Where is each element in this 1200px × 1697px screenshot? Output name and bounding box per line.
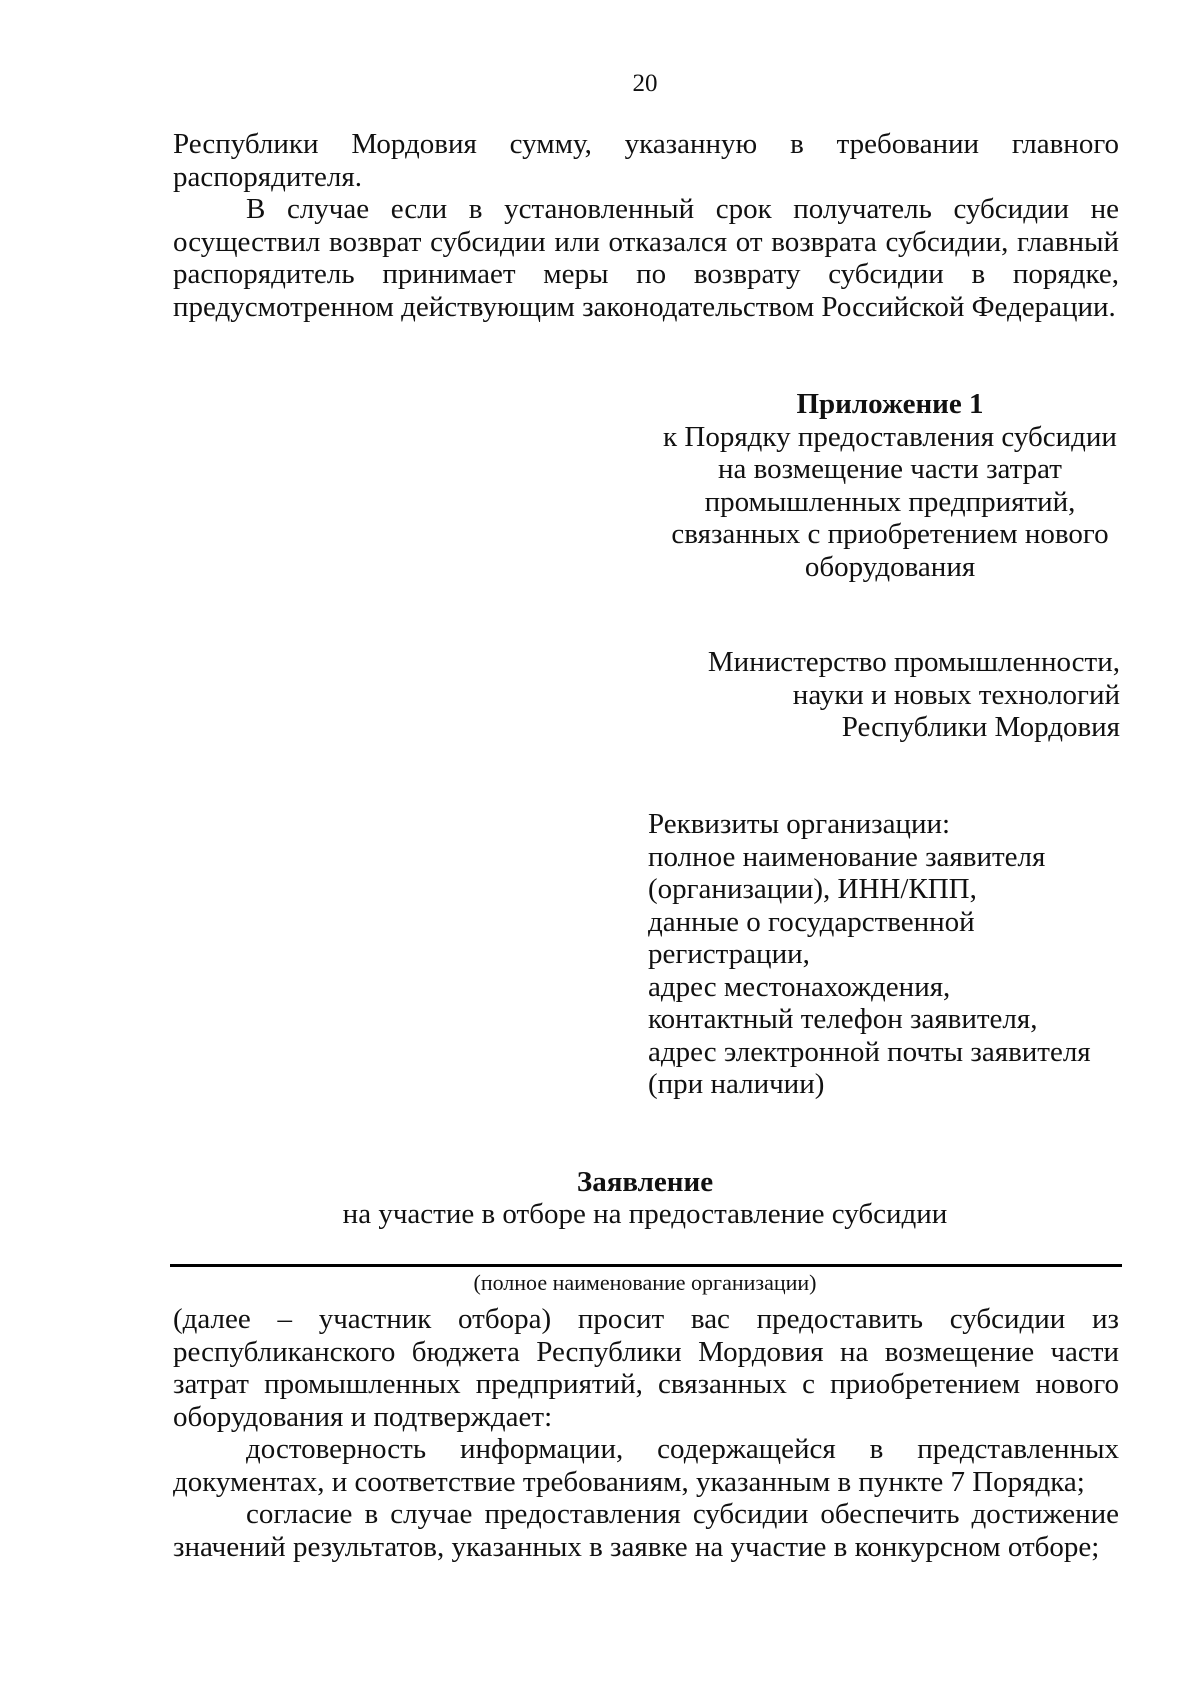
text-line: распорядителя. — [173, 160, 362, 193]
text-line: значений результатов, указанных в заявке на участие в конкурсном отборе; — [173, 1530, 1100, 1563]
text-line: (далее – участник отбора) просит вас предоставить субсидии из — [173, 1303, 1119, 1335]
requisites-line: адрес местонахождения, — [648, 970, 951, 1003]
text-line: осуществил возврат субсидии или отказался от возврата субсидии, главный — [173, 225, 1119, 258]
text-line: оборудования и подтверждает: — [173, 1400, 553, 1433]
appendix-line: связанных с приобретением нового — [671, 518, 1109, 550]
statement-body — [173, 1303, 1119, 1433]
text-line: Республики Мордовия сумму, указанную в требовании главного — [173, 128, 1119, 160]
statement-item-1 — [173, 1433, 1119, 1498]
text-line: республиканского бюджета Республики Мордовия на возмещение части — [173, 1335, 1119, 1368]
ministry-line: Республики Мордовия — [841, 711, 1120, 743]
organization-name-line — [170, 1264, 1122, 1267]
intro-paragraph-2 — [173, 193, 1119, 323]
text-line: документах, и соответствие требованиям, указанным в пункте 7 Порядка; — [173, 1465, 1085, 1498]
requisites-line: (организации), ИНН/КПП, — [648, 873, 977, 905]
text-line: достоверность информации, содержащейся в представленных — [246, 1433, 1119, 1465]
statement-title: Заявление — [576, 1166, 714, 1198]
text-line: распорядитель принимает меры по возврату субсидии в порядке, — [173, 258, 1119, 290]
appendix-line: оборудования — [804, 550, 976, 583]
text-line: предусмотренном действующим законодательством Российской Федерации. — [173, 290, 1116, 323]
statement-subtitle: на участие в отборе на предоставление субсидии — [342, 1198, 948, 1230]
organization-name-caption: (полное наименование организации) — [473, 1270, 817, 1295]
requisites-line: регистрации, — [648, 938, 810, 970]
requisites-line: полное наименование заявителя — [648, 840, 1046, 873]
requisites-line: контактный телефон заявителя, — [648, 1003, 1038, 1035]
ministry-line: науки и новых технологий — [792, 678, 1120, 711]
statement-item-2 — [173, 1498, 1119, 1563]
requisites-line: адрес электронной почты заявителя — [648, 1035, 1091, 1068]
requisites-line: Реквизиты организации: — [648, 808, 951, 840]
requisites-line: (при наличии) — [648, 1068, 825, 1100]
organization-requisites — [648, 808, 1128, 1101]
appendix-title: Приложение 1 — [796, 388, 984, 420]
intro-paragraph-1 — [173, 128, 1119, 193]
text-line: В случае если в установленный срок получатель субсидии не — [246, 193, 1119, 225]
page-number: 20 — [632, 70, 658, 97]
appendix-heading — [650, 388, 1130, 583]
text-line: согласие в случае предоставления субсидии обеспечить достижение — [246, 1498, 1119, 1530]
addressee-ministry — [620, 646, 1120, 744]
text-line: затрат промышленных предприятий, связанных с приобретением нового — [173, 1368, 1119, 1400]
appendix-line: к Порядку предоставления субсидии — [663, 420, 1117, 453]
appendix-line: промышленных предприятий, — [704, 485, 1076, 518]
appendix-line: на возмещение части затрат — [718, 453, 1062, 485]
requisites-line: данные о государственной — [648, 905, 975, 938]
ministry-line: Министерство промышленности, — [707, 646, 1120, 678]
